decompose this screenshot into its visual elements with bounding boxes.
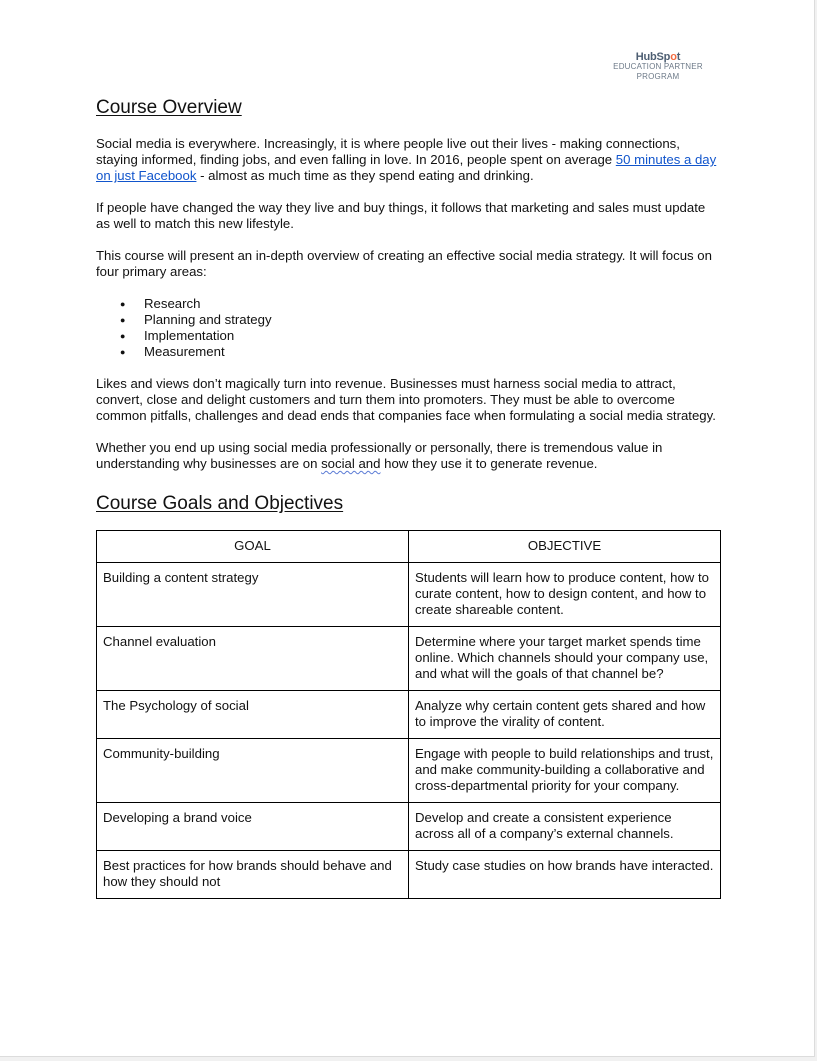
goal-column-header: GOAL bbox=[97, 531, 409, 563]
logo-brand-sprocket: o bbox=[670, 51, 677, 63]
facebook-stat-link[interactable]: 50 minutes a day on just Facebook bbox=[96, 152, 717, 183]
list-item-text: Implementation bbox=[144, 328, 235, 343]
table-row bbox=[97, 851, 721, 899]
logo-brand bbox=[596, 52, 720, 62]
paragraph-text: Whether you end up using social media professionally or personally, there is tremendous value in understanding why businesses are on bbox=[96, 440, 663, 471]
goals-objectives-table bbox=[96, 530, 721, 899]
table-row bbox=[97, 563, 721, 627]
bullet-icon: ● bbox=[120, 315, 126, 325]
overview-paragraph-2: If people have changed the way they live and buy things, it follows that marketing and sales must update as well to match this new lifestyle. bbox=[96, 200, 706, 231]
list-item-text: Planning and strategy bbox=[144, 312, 272, 327]
table-row bbox=[97, 627, 721, 691]
list-item bbox=[96, 328, 721, 344]
objective-cell: Determine where your target market spends time online. Which channels should your company use, and what will the goals of that channel be? bbox=[409, 627, 721, 691]
table-row bbox=[97, 739, 721, 803]
objective-column-header: OBJECTIVE bbox=[409, 531, 721, 563]
objective-cell: Students will learn how to produce content, how to curate content, how to design content, and how to create shareable content. bbox=[409, 563, 721, 627]
document-body bbox=[96, 96, 721, 899]
logo-line-2: PROGRAM bbox=[636, 72, 680, 81]
hubspot-logo bbox=[596, 52, 720, 82]
bullet-icon: ● bbox=[120, 347, 126, 357]
table-header-row bbox=[97, 531, 721, 563]
goal-cell: Developing a brand voice bbox=[97, 803, 409, 851]
list-item bbox=[96, 312, 721, 328]
table-row bbox=[97, 803, 721, 851]
list-item bbox=[96, 344, 721, 360]
list-item-text: Measurement bbox=[144, 344, 225, 359]
logo-line-1: EDUCATION PARTNER bbox=[613, 62, 703, 71]
paragraph-text: how they use it to generate revenue. bbox=[380, 456, 598, 471]
goal-cell: Channel evaluation bbox=[97, 627, 409, 691]
table-row bbox=[97, 691, 721, 739]
overview-paragraph-5 bbox=[96, 440, 721, 472]
goal-cell: Best practices for how brands should behave and how they should not bbox=[97, 851, 409, 899]
overview-paragraph-3: This course will present an in-depth overview of creating an effective social media strategy. It will focus on four primary areas: bbox=[96, 248, 712, 279]
bullet-icon: ● bbox=[120, 299, 126, 309]
overview-paragraph-4: Likes and views don’t magically turn into revenue. Businesses must harness social media to attract, convert, close and delight customers and turn them into promoters. They must be able to overcome common pitfalls, challenges and dead ends that companies face when formulating a social media strategy. bbox=[96, 376, 716, 423]
goal-cell: The Psychology of social bbox=[97, 691, 409, 739]
focus-areas-list bbox=[96, 296, 721, 360]
objective-cell: Study case studies on how brands have interacted. bbox=[409, 851, 721, 899]
spellcheck-flagged-text[interactable]: social and bbox=[321, 456, 381, 471]
list-item-text: Research bbox=[144, 296, 201, 311]
bullet-icon: ● bbox=[120, 331, 126, 341]
logo-brand-part: t bbox=[676, 51, 681, 63]
goal-cell: Building a content strategy bbox=[97, 563, 409, 627]
paragraph-text: - almost as much time as they spend eating and drinking. bbox=[196, 168, 534, 183]
goals-objectives-heading: Course Goals and Objectives bbox=[96, 493, 344, 514]
overview-paragraph-1 bbox=[96, 136, 721, 184]
objective-cell: Engage with people to build relationships and trust, and make community-building a collaborative and cross-departmental priority for your company. bbox=[409, 739, 721, 803]
paragraph-text: Social media is everywhere. Increasingly, it is where people live out their lives - making connections, staying informed, finding jobs, and even falling in love. In 2016, people spent on average bbox=[96, 136, 680, 167]
logo-brand-part: HubSp bbox=[635, 51, 671, 63]
objective-cell: Develop and create a consistent experience across all of a company’s external channels. bbox=[409, 803, 721, 851]
goal-cell: Community-building bbox=[97, 739, 409, 803]
list-item bbox=[96, 296, 721, 312]
objective-cell: Analyze why certain content gets shared and how to improve the virality of content. bbox=[409, 691, 721, 739]
course-overview-heading: Course Overview bbox=[96, 97, 242, 118]
